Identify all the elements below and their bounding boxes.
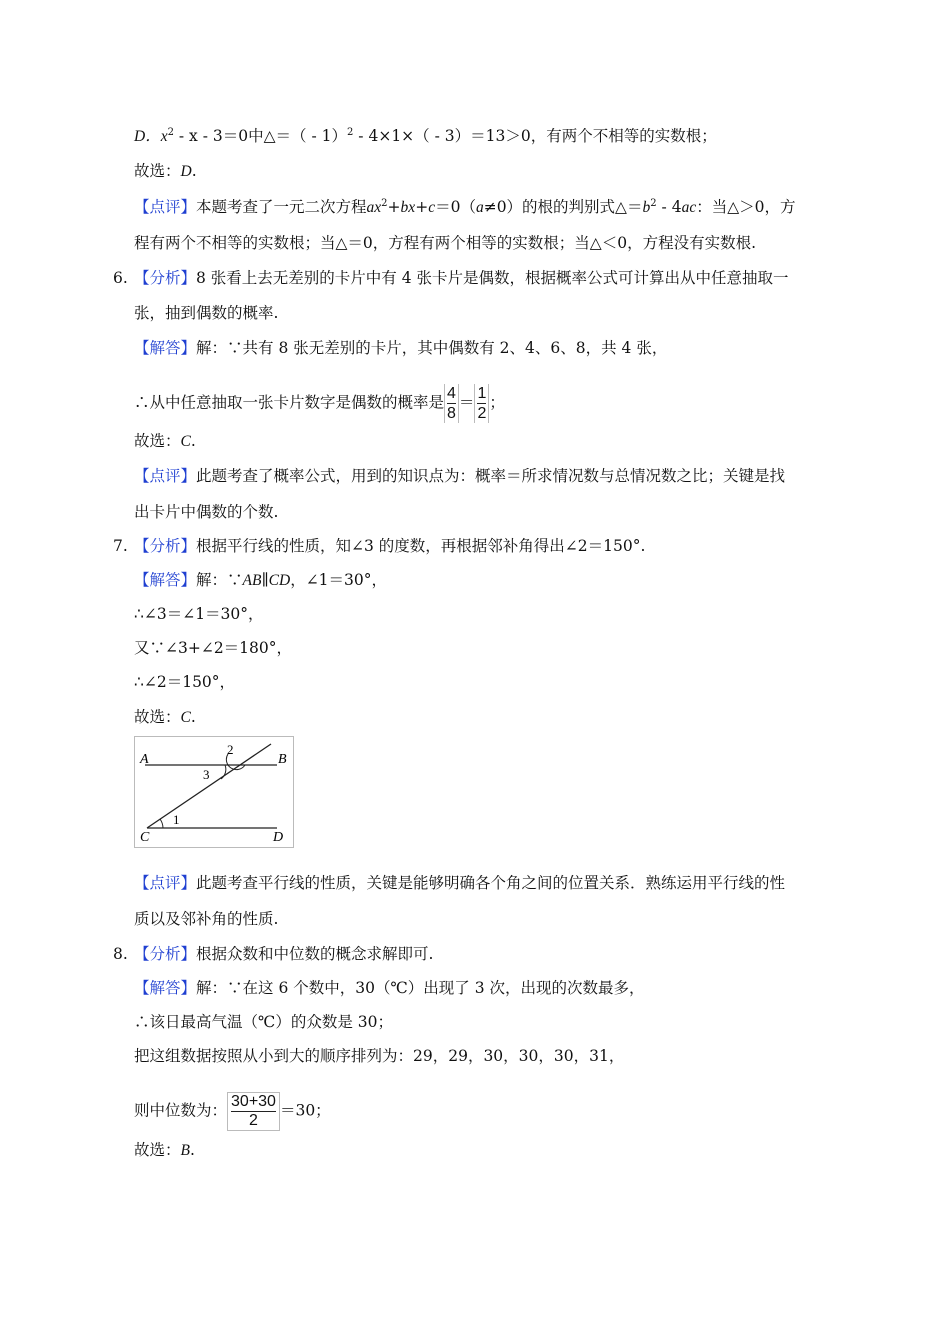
q6-review: 【点评】此题考查了概率公式，用到的知识点为：概率＝所求情况数与总情况数之比；关键是找 <box>134 467 786 485</box>
q5-choice: 故选：D. <box>134 162 197 180</box>
label-c: C <box>140 830 150 845</box>
solution-tag: 【解答】 <box>134 979 197 997</box>
q6-choice: 故选：C. <box>134 432 196 450</box>
label-angle-1: 1 <box>173 812 180 827</box>
label-angle-2: 2 <box>227 742 234 757</box>
q8-number: 8. <box>113 945 128 963</box>
label-angle-3: 3 <box>203 767 210 782</box>
q7-step-1: ∴∠3＝∠1＝30°， <box>134 605 264 623</box>
solution-tag: 【解答】 <box>134 339 197 357</box>
q5-review: 【点评】本题考查了一元二次方程$ax^2+bx+c=0(a\ne 0)$的根的判别式$\triangle=b^2 - 4ac$：当△＞0，方 <box>134 198 796 216</box>
q5-review-line2: 程有两个不相等的实数根；当△＝0，方程有两个相等的实数根；当△＜0，方程没有实数根. <box>134 234 756 252</box>
q5-option-d: D．$x^2 - x - 3=0$中△＝（ - 1）$^2$ - 4×1×（ - 3）＝13＞0，有两个不相等的实数根； <box>134 127 717 145</box>
review-tag: 【点评】 <box>134 198 197 216</box>
q8-analysis: 【分析】根据众数和中位数的概念求解即可. <box>134 945 434 963</box>
label-b: B <box>278 752 287 767</box>
q7-step-2: 又∵∠3+∠2＝180°， <box>134 639 293 657</box>
q7-choice: 故选：C. <box>134 708 196 726</box>
q7-step-3: ∴∠2＝150°， <box>134 673 236 691</box>
q7-analysis: 【分析】根据平行线的性质，知∠3 的度数，再根据邻补角得出∠2＝150°. <box>134 537 646 555</box>
label-a: A <box>140 752 149 767</box>
label-d: D <box>273 830 284 845</box>
q6-probability: ∴从中任意抽取一张卡片数字是偶数的概率是 $\frac{4}{8}$ ＝ $\frac{1}{2}$ ； <box>134 385 505 422</box>
q7-review-line2: 质以及邻补角的性质. <box>134 910 279 928</box>
review-tag: 【点评】 <box>134 467 197 485</box>
q8-median: 则中位数为： $\frac{30+30}{2}$ ＝30； <box>134 1093 331 1129</box>
q6-number: 6. <box>113 269 128 287</box>
fraction-4-8: $\frac{4}{8}$ <box>444 384 459 423</box>
fraction-1-2: $\frac{1}{2}$ <box>474 384 489 423</box>
transversal <box>147 744 271 828</box>
analysis-tag: 【分析】 <box>134 537 197 555</box>
q8-solution: 【解答】解：∵在这 6 个数中，30（℃）出现了 3 次，出现的次数最多， <box>134 979 645 997</box>
q7-number: 7. <box>113 537 128 555</box>
solution-tag: 【解答】 <box>134 571 197 589</box>
q8-mode: ∴该日最高气温（℃）的众数是 30； <box>134 1013 393 1031</box>
q6-solution: 【解答】解：∵共有 8 张无差别的卡片，其中偶数有 2、4、6、8，共 4 张， <box>134 339 668 357</box>
analysis-tag: 【分析】 <box>134 269 197 287</box>
fraction-median: $\frac{30+30}{2}$ <box>227 1092 280 1131</box>
q7-solution: 【解答】解：∵AB∥CD，∠1＝30°， <box>134 571 388 589</box>
q7-review: 【点评】此题考查平行线的性质，关键是能够明确各个角之间的位置关系．熟练运用平行线的性 <box>134 874 786 892</box>
q6-analysis-line2: 张，抽到偶数的概率. <box>134 304 279 322</box>
angle-1-arc <box>160 819 163 828</box>
q6-analysis: 【分析】8 张看上去无差别的卡片中有 4 张卡片是偶数，根据概率公式可计算出从中任意抽取一 <box>134 269 789 287</box>
analysis-tag: 【分析】 <box>134 945 197 963</box>
q6-review-line2: 出卡片中偶数的个数. <box>134 503 279 521</box>
parallel-lines-figure <box>134 736 294 848</box>
q8-sorted: 把这组数据按照从小到大的顺序排列为：29，29，30，30，30，31， <box>134 1047 625 1065</box>
q8-choice: 故选：B. <box>134 1141 195 1159</box>
review-tag: 【点评】 <box>134 874 197 892</box>
